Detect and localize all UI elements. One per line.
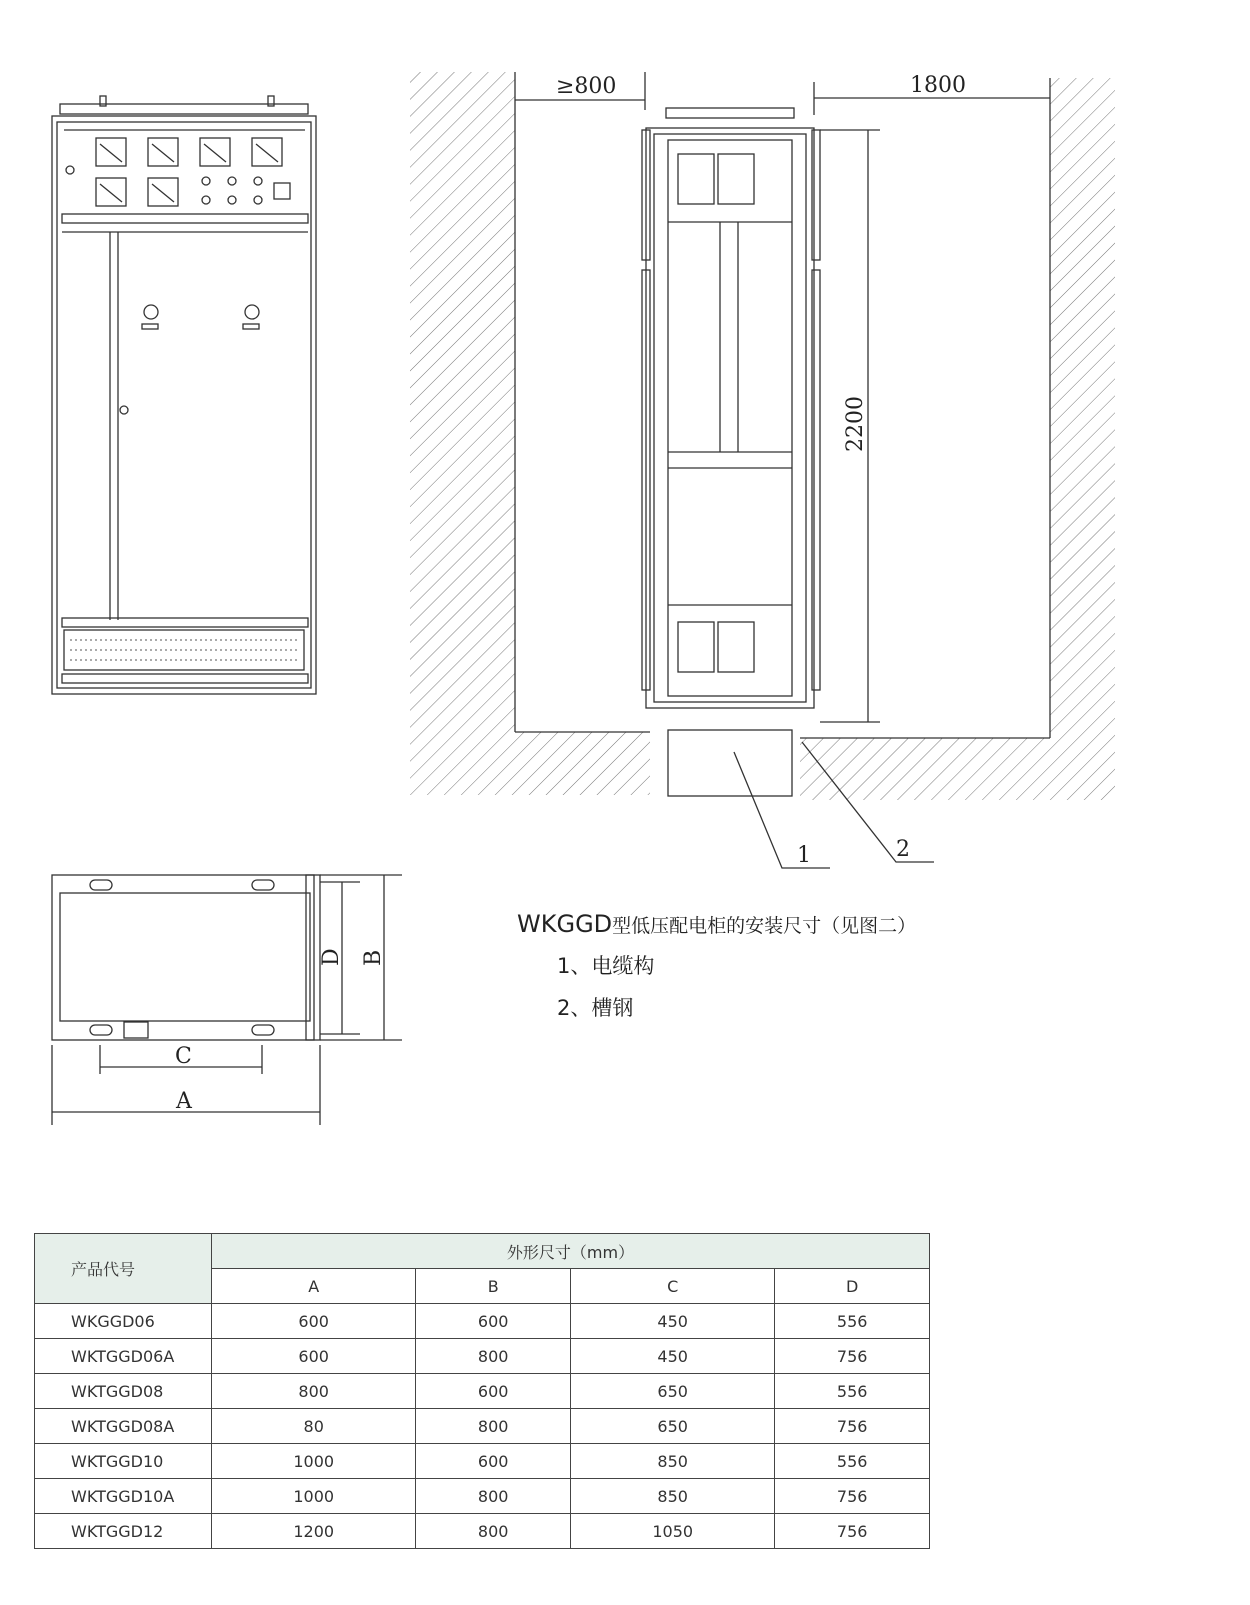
dimension-d-label: D xyxy=(319,948,344,966)
value-a: 1000 xyxy=(212,1444,416,1479)
value-c: 650 xyxy=(570,1409,774,1444)
installation-caption xyxy=(517,910,916,1022)
value-b: 600 xyxy=(416,1444,571,1479)
value-b: 800 xyxy=(416,1479,571,1514)
value-c: 1050 xyxy=(570,1514,774,1549)
product-code: WKTGGD10 xyxy=(35,1444,212,1479)
value-a: 800 xyxy=(212,1374,416,1409)
value-c: 450 xyxy=(570,1339,774,1374)
table-row xyxy=(35,1339,930,1374)
value-c: 850 xyxy=(570,1444,774,1479)
caption-title xyxy=(517,910,916,938)
column-header-c: C xyxy=(570,1269,774,1304)
caption-item: 2、槽钢 xyxy=(557,996,634,1020)
table-row xyxy=(35,1409,930,1444)
table-row xyxy=(35,1514,930,1549)
value-b: 600 xyxy=(416,1374,571,1409)
product-code: WKTGGD10A xyxy=(35,1479,212,1514)
product-code-header: 产品代号 xyxy=(35,1234,212,1304)
clearance-dimension: ≥800 xyxy=(556,74,617,99)
selector-switch-icon xyxy=(142,305,259,329)
caption-item: 1、电缆构 xyxy=(557,954,655,978)
product-code: WKTGGD06A xyxy=(35,1339,212,1374)
value-b: 800 xyxy=(416,1339,571,1374)
product-code: WKTGGD08A xyxy=(35,1409,212,1444)
outline-size-header: 外形尺寸（mm） xyxy=(212,1234,930,1269)
value-c: 850 xyxy=(570,1479,774,1514)
value-b: 800 xyxy=(416,1409,571,1444)
value-d: 556 xyxy=(775,1444,930,1479)
breaker-icon xyxy=(678,154,754,672)
value-a: 600 xyxy=(212,1339,416,1374)
column-header-b: B xyxy=(416,1269,571,1304)
table-row xyxy=(35,1479,930,1514)
installation-section-view xyxy=(410,72,1115,868)
cabinet-front-elevation xyxy=(52,96,316,694)
value-d: 756 xyxy=(775,1409,930,1444)
product-code: WKGGD06 xyxy=(35,1304,212,1339)
callout-1: 1 xyxy=(797,843,811,868)
value-d: 556 xyxy=(775,1304,930,1339)
value-b: 600 xyxy=(416,1304,571,1339)
table-row xyxy=(35,1304,930,1339)
dimension-c-label: C xyxy=(175,1044,192,1069)
caption-model: WKGGD xyxy=(517,910,613,938)
value-d: 556 xyxy=(775,1374,930,1409)
callout-2: 2 xyxy=(896,837,910,862)
value-d: 756 xyxy=(775,1514,930,1549)
value-a: 1000 xyxy=(212,1479,416,1514)
dimension-table xyxy=(34,1233,930,1549)
height-dimension: 2200 xyxy=(843,396,868,452)
value-a: 80 xyxy=(212,1409,416,1444)
column-header-d: D xyxy=(775,1269,930,1304)
value-c: 650 xyxy=(570,1374,774,1409)
column-header-a: A xyxy=(212,1269,416,1304)
value-c: 450 xyxy=(570,1304,774,1339)
value-a: 600 xyxy=(212,1304,416,1339)
table-header-row xyxy=(35,1234,930,1269)
value-a: 1200 xyxy=(212,1514,416,1549)
rear-dimension: 1800 xyxy=(910,73,966,98)
value-d: 756 xyxy=(775,1479,930,1514)
table-row xyxy=(35,1374,930,1409)
meter-icon xyxy=(96,138,282,206)
value-b: 800 xyxy=(416,1514,571,1549)
caption-title-rest: 型低压配电柜的安装尺寸（见图二） xyxy=(612,915,917,937)
dimension-b-label: B xyxy=(361,949,386,966)
product-code: WKTGGD08 xyxy=(35,1374,212,1409)
value-d: 756 xyxy=(775,1339,930,1374)
foundation-plan-view xyxy=(52,875,402,1125)
product-code: WKTGGD12 xyxy=(35,1514,212,1549)
dimension-a-label: A xyxy=(176,1089,192,1114)
table-row xyxy=(35,1444,930,1479)
